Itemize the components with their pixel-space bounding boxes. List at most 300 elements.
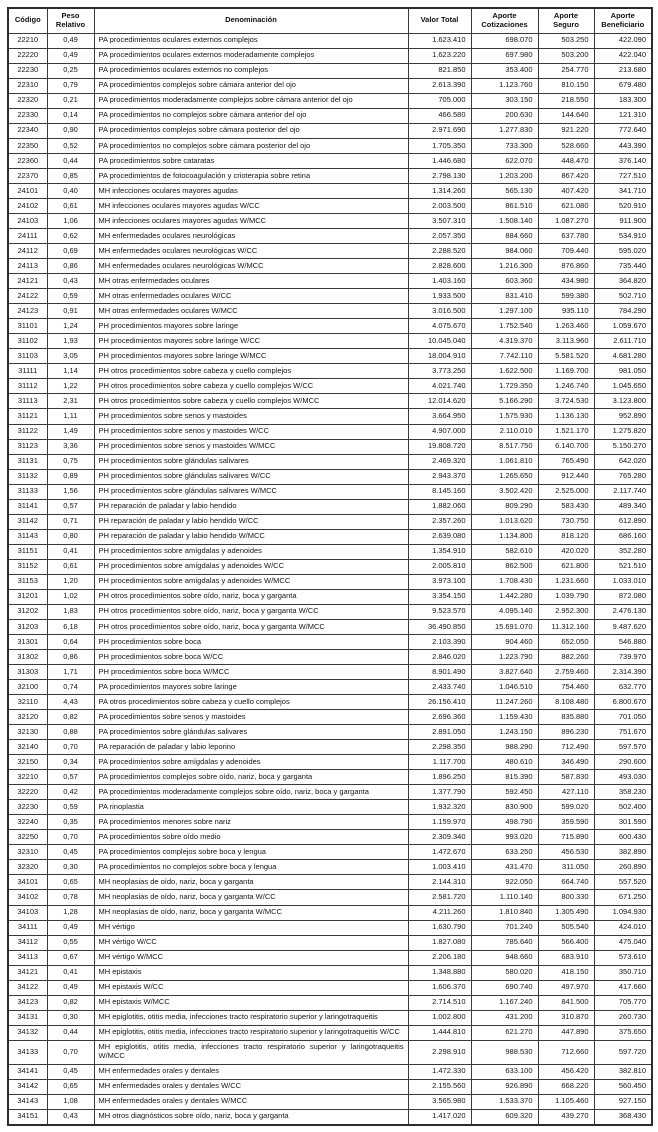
cell-aporte-seguro: 935.110: [538, 304, 594, 319]
header-row: [8, 8, 652, 33]
cell-aporte-seguro: 754.460: [538, 680, 594, 695]
cell-denominacion: PA otros procedimientos sobre cabeza y cuello complejos: [94, 695, 408, 710]
cell-denominacion: PA procedimientos sobre oído medio: [94, 830, 408, 845]
table-header: [8, 8, 652, 33]
cell-peso-relativo: 0,70: [47, 830, 94, 845]
cell-codigo: 24111: [8, 229, 47, 244]
table-row: [8, 1109, 652, 1125]
table-row: [8, 905, 652, 920]
cell-codigo: 24121: [8, 274, 47, 289]
cell-aporte-seguro: 359.590: [538, 815, 594, 830]
table-row: [8, 725, 652, 740]
cell-aporte-beneficiario: 701.050: [594, 710, 652, 725]
cell-valor-total: 2.298.350: [408, 740, 471, 755]
table-row: [8, 364, 652, 379]
cell-codigo: 34113: [8, 950, 47, 965]
cell-valor-total: 2.155.560: [408, 1079, 471, 1094]
table-row: [8, 454, 652, 469]
cell-aporte-cotizaciones: 1.203.200: [471, 168, 538, 183]
table-row: [8, 439, 652, 454]
cell-aporte-beneficiario: 642.020: [594, 454, 652, 469]
cell-peso-relativo: 0,41: [47, 965, 94, 980]
cell-aporte-seguro: 882.260: [538, 649, 594, 664]
cell-aporte-cotizaciones: 621.270: [471, 1025, 538, 1040]
cell-valor-total: 2.613.390: [408, 78, 471, 93]
cell-aporte-beneficiario: 521.510: [594, 559, 652, 574]
cell-valor-total: 705.000: [408, 93, 471, 108]
cell-valor-total: 36.490.850: [408, 619, 471, 634]
cell-peso-relativo: 0,71: [47, 514, 94, 529]
cell-peso-relativo: 0,35: [47, 815, 94, 830]
cell-aporte-seguro: 1.136.130: [538, 409, 594, 424]
table-row: [8, 153, 652, 168]
table-row: [8, 665, 652, 680]
cell-denominacion: PH reparación de paladar y labio hendido W/MCC: [94, 529, 408, 544]
cell-aporte-cotizaciones: 1.013.620: [471, 514, 538, 529]
cell-peso-relativo: 2,31: [47, 394, 94, 409]
cell-aporte-seguro: 800.330: [538, 890, 594, 905]
cell-aporte-seguro: 867.420: [538, 168, 594, 183]
cell-denominacion: PA procedimientos no complejos sobre boca y lengua: [94, 860, 408, 875]
cell-codigo: 22320: [8, 93, 47, 108]
table-row: [8, 649, 652, 664]
cell-peso-relativo: 0,88: [47, 725, 94, 740]
cell-peso-relativo: 1,20: [47, 574, 94, 589]
table-row: [8, 304, 652, 319]
table-row: [8, 244, 652, 259]
table-row: [8, 1010, 652, 1025]
cell-aporte-cotizaciones: 904.460: [471, 634, 538, 649]
cell-denominacion: MH neoplasias de oído, nariz, boca y garganta W/MCC: [94, 905, 408, 920]
table-row: [8, 890, 652, 905]
cell-aporte-cotizaciones: 1.046.510: [471, 680, 538, 695]
cell-valor-total: 1.882.060: [408, 499, 471, 514]
cell-aporte-beneficiario: 350.710: [594, 965, 652, 980]
cell-codigo: 34142: [8, 1079, 47, 1094]
table-row: [8, 409, 652, 424]
cell-aporte-seguro: 876.860: [538, 259, 594, 274]
cell-codigo: 32130: [8, 725, 47, 740]
cell-codigo: 22330: [8, 108, 47, 123]
table-row: [8, 995, 652, 1010]
table-row: [8, 589, 652, 604]
cell-codigo: 34141: [8, 1064, 47, 1079]
cell-aporte-cotizaciones: 698.070: [471, 33, 538, 48]
cell-aporte-seguro: 1.263.460: [538, 319, 594, 334]
table-row: [8, 529, 652, 544]
cell-aporte-beneficiario: 5.150.270: [594, 439, 652, 454]
cell-aporte-cotizaciones: 3.502.420: [471, 484, 538, 499]
cell-codigo: 32320: [8, 860, 47, 875]
cell-aporte-seguro: 599.020: [538, 800, 594, 815]
cell-peso-relativo: 0,82: [47, 710, 94, 725]
table-row: [8, 123, 652, 138]
cell-aporte-seguro: 1.105.460: [538, 1094, 594, 1109]
cell-codigo: 34151: [8, 1109, 47, 1125]
cell-aporte-beneficiario: 260.890: [594, 860, 652, 875]
cell-peso-relativo: 1,71: [47, 665, 94, 680]
cell-valor-total: 1.472.330: [408, 1064, 471, 1079]
cell-aporte-cotizaciones: 480.610: [471, 755, 538, 770]
cell-aporte-beneficiario: 600.430: [594, 830, 652, 845]
cell-denominacion: PH procedimientos mayores sobre laringe W/CC: [94, 334, 408, 349]
cell-codigo: 31122: [8, 424, 47, 439]
cell-codigo: 31142: [8, 514, 47, 529]
cell-aporte-cotizaciones: 1.265.650: [471, 469, 538, 484]
cell-valor-total: 2.891.050: [408, 725, 471, 740]
table-row: [8, 93, 652, 108]
cell-codigo: 31203: [8, 619, 47, 634]
cell-valor-total: 3.565.980: [408, 1094, 471, 1109]
cell-peso-relativo: 0,44: [47, 153, 94, 168]
cell-denominacion: MH epistaxis W/CC: [94, 980, 408, 995]
cell-aporte-beneficiario: 557.520: [594, 875, 652, 890]
cell-aporte-cotizaciones: 603.360: [471, 274, 538, 289]
cell-peso-relativo: 0,65: [47, 875, 94, 890]
cell-codigo: 31113: [8, 394, 47, 409]
cell-aporte-cotizaciones: 926.890: [471, 1079, 538, 1094]
cell-codigo: 32220: [8, 785, 47, 800]
cell-valor-total: 8.145.160: [408, 484, 471, 499]
cell-aporte-beneficiario: 595.020: [594, 244, 652, 259]
cell-denominacion: PH reparación de paladar y labio hendido W/CC: [94, 514, 408, 529]
cell-aporte-beneficiario: 368.430: [594, 1109, 652, 1125]
cell-peso-relativo: 0,42: [47, 785, 94, 800]
cell-peso-relativo: 1,11: [47, 409, 94, 424]
cell-aporte-seguro: 1.305.490: [538, 905, 594, 920]
cell-codigo: 31202: [8, 604, 47, 619]
table-row: [8, 875, 652, 890]
table-row: [8, 634, 652, 649]
header-aporte-cotizaciones: Aporte Cotizaciones: [471, 8, 538, 33]
cell-aporte-beneficiario: 597.720: [594, 1040, 652, 1064]
cell-aporte-beneficiario: 952.890: [594, 409, 652, 424]
cell-denominacion: PH procedimientos sobre glándulas salivares W/MCC: [94, 484, 408, 499]
cell-valor-total: 3.507.310: [408, 214, 471, 229]
cell-valor-total: 2.846.020: [408, 649, 471, 664]
table-row: [8, 785, 652, 800]
cell-aporte-seguro: 310.870: [538, 1010, 594, 1025]
cell-aporte-beneficiario: 705.770: [594, 995, 652, 1010]
cell-codigo: 32110: [8, 695, 47, 710]
cell-aporte-seguro: 810.150: [538, 78, 594, 93]
cell-aporte-seguro: 254.770: [538, 63, 594, 78]
cell-aporte-seguro: 3.724.530: [538, 394, 594, 409]
table-row: [8, 770, 652, 785]
cell-valor-total: 9.523.570: [408, 604, 471, 619]
cell-aporte-seguro: 2.525.000: [538, 484, 594, 499]
table-row: [8, 815, 652, 830]
cell-aporte-seguro: 912.440: [538, 469, 594, 484]
cell-aporte-seguro: 6.140.700: [538, 439, 594, 454]
cell-codigo: 31123: [8, 439, 47, 454]
cell-codigo: 34101: [8, 875, 47, 890]
table-row: [8, 604, 652, 619]
cell-valor-total: 3.773.250: [408, 364, 471, 379]
cell-valor-total: 3.016.500: [408, 304, 471, 319]
cell-aporte-beneficiario: 417.660: [594, 980, 652, 995]
cell-peso-relativo: 0,43: [47, 1109, 94, 1125]
cell-peso-relativo: 1,22: [47, 379, 94, 394]
cell-peso-relativo: 0,85: [47, 168, 94, 183]
cell-denominacion: PH otros procedimientos sobre oído, nariz, boca y garganta W/MCC: [94, 619, 408, 634]
cell-aporte-cotizaciones: 3.827.640: [471, 665, 538, 680]
table-row: [8, 108, 652, 123]
cell-denominacion: MH infecciones oculares mayores agudas: [94, 184, 408, 199]
cell-peso-relativo: 0,41: [47, 544, 94, 559]
table-row: [8, 740, 652, 755]
cell-valor-total: 1.827.080: [408, 935, 471, 950]
cell-aporte-beneficiario: 358.230: [594, 785, 652, 800]
cell-aporte-seguro: 427.110: [538, 785, 594, 800]
cell-codigo: 32150: [8, 755, 47, 770]
cell-aporte-beneficiario: 872.080: [594, 589, 652, 604]
cell-aporte-beneficiario: 352.280: [594, 544, 652, 559]
cell-denominacion: PA procedimientos menores sobre nariz: [94, 815, 408, 830]
table-row: [8, 259, 652, 274]
cell-valor-total: 2.798.130: [408, 168, 471, 183]
cell-peso-relativo: 0,90: [47, 123, 94, 138]
cell-denominacion: PH procedimientos sobre boca: [94, 634, 408, 649]
cell-codigo: 31141: [8, 499, 47, 514]
cell-aporte-beneficiario: 632.770: [594, 680, 652, 695]
cell-aporte-seguro: 765.490: [538, 454, 594, 469]
cell-aporte-cotizaciones: 1.243.150: [471, 725, 538, 740]
cell-aporte-beneficiario: 2.314.390: [594, 665, 652, 680]
cell-valor-total: 3.664.950: [408, 409, 471, 424]
cell-codigo: 22370: [8, 168, 47, 183]
cell-codigo: 24102: [8, 199, 47, 214]
cell-peso-relativo: 0,49: [47, 48, 94, 63]
cell-peso-relativo: 0,57: [47, 499, 94, 514]
table-row: [8, 950, 652, 965]
cell-codigo: 24101: [8, 184, 47, 199]
cell-peso-relativo: 0,44: [47, 1025, 94, 1040]
cell-denominacion: PH procedimientos sobre boca W/MCC: [94, 665, 408, 680]
cell-aporte-cotizaciones: 1.575.930: [471, 409, 538, 424]
cell-aporte-seguro: 497.970: [538, 980, 594, 995]
cell-aporte-beneficiario: 686.160: [594, 529, 652, 544]
cell-aporte-beneficiario: 735.440: [594, 259, 652, 274]
cell-codigo: 22310: [8, 78, 47, 93]
table-row: [8, 289, 652, 304]
cell-aporte-cotizaciones: 353.400: [471, 63, 538, 78]
cell-aporte-beneficiario: 301.590: [594, 815, 652, 830]
cell-aporte-seguro: 3.113.960: [538, 334, 594, 349]
cell-aporte-seguro: 2.759.460: [538, 665, 594, 680]
cell-peso-relativo: 6,18: [47, 619, 94, 634]
cell-peso-relativo: 0,43: [47, 274, 94, 289]
cell-codigo: 31301: [8, 634, 47, 649]
cell-aporte-cotizaciones: 1.061.810: [471, 454, 538, 469]
cell-aporte-cotizaciones: 988.290: [471, 740, 538, 755]
cell-aporte-beneficiario: 4.681.280: [594, 349, 652, 364]
cell-codigo: 24122: [8, 289, 47, 304]
cell-aporte-beneficiario: 424.010: [594, 920, 652, 935]
cell-denominacion: PH procedimientos sobre glándulas salivares: [94, 454, 408, 469]
cell-peso-relativo: 1,08: [47, 1094, 94, 1109]
cell-valor-total: 1.933.500: [408, 289, 471, 304]
cell-aporte-beneficiario: 422.040: [594, 48, 652, 63]
cell-codigo: 31303: [8, 665, 47, 680]
cell-denominacion: PH otros procedimientos sobre oído, nariz, boca y garganta W/CC: [94, 604, 408, 619]
cell-peso-relativo: 0,34: [47, 755, 94, 770]
cell-aporte-seguro: 448.470: [538, 153, 594, 168]
cell-aporte-seguro: 420.020: [538, 544, 594, 559]
cell-denominacion: PH reparación de paladar y labio hendido: [94, 499, 408, 514]
cell-aporte-seguro: 418.150: [538, 965, 594, 980]
cell-aporte-beneficiario: 9.487.620: [594, 619, 652, 634]
cell-valor-total: 2.144.310: [408, 875, 471, 890]
cell-codigo: 32140: [8, 740, 47, 755]
cell-peso-relativo: 0,82: [47, 995, 94, 1010]
cell-valor-total: 18.004.910: [408, 349, 471, 364]
cell-aporte-beneficiario: 560.450: [594, 1079, 652, 1094]
cell-codigo: 32230: [8, 800, 47, 815]
cell-aporte-seguro: 1.087.270: [538, 214, 594, 229]
cell-peso-relativo: 1,49: [47, 424, 94, 439]
cell-aporte-seguro: 528.660: [538, 138, 594, 153]
cell-aporte-cotizaciones: 1.810.840: [471, 905, 538, 920]
cell-codigo: 32120: [8, 710, 47, 725]
cell-valor-total: 4.021.740: [408, 379, 471, 394]
cell-aporte-seguro: 1.246.740: [538, 379, 594, 394]
cell-denominacion: MH epistaxis: [94, 965, 408, 980]
cell-valor-total: 1.417.020: [408, 1109, 471, 1125]
cell-aporte-beneficiario: 981.050: [594, 364, 652, 379]
cell-aporte-cotizaciones: 1.134.800: [471, 529, 538, 544]
cell-peso-relativo: 0,52: [47, 138, 94, 153]
cell-aporte-beneficiario: 927.150: [594, 1094, 652, 1109]
cell-codigo: 34102: [8, 890, 47, 905]
cell-codigo: 32210: [8, 770, 47, 785]
cell-denominacion: MH enfermedades orales y dentales: [94, 1064, 408, 1079]
cell-aporte-beneficiario: 573.610: [594, 950, 652, 965]
cell-denominacion: PA procedimientos sobre senos y mastoides: [94, 710, 408, 725]
cell-valor-total: 1.630.790: [408, 920, 471, 935]
cell-codigo: 32240: [8, 815, 47, 830]
cell-codigo: 31302: [8, 649, 47, 664]
cell-peso-relativo: 0,86: [47, 259, 94, 274]
cell-peso-relativo: 0,74: [47, 680, 94, 695]
cell-denominacion: MH otros diagnósticos sobre oído, nariz, boca y garganta: [94, 1109, 408, 1125]
cell-aporte-cotizaciones: 690.740: [471, 980, 538, 995]
cell-peso-relativo: 1,06: [47, 214, 94, 229]
table-row: [8, 1094, 652, 1109]
cell-denominacion: PH otros procedimientos sobre cabeza y cuello complejos W/CC: [94, 379, 408, 394]
cell-denominacion: PA procedimientos complejos sobre cámara anterior del ojo: [94, 78, 408, 93]
cell-aporte-beneficiario: 597.570: [594, 740, 652, 755]
table-row: [8, 710, 652, 725]
cell-aporte-cotizaciones: 580.020: [471, 965, 538, 980]
cell-aporte-cotizaciones: 831.410: [471, 289, 538, 304]
cell-denominacion: MH epiglotitis, otitis media, infecciones tracto respiratorio superior y laringotraqueitis: [94, 1010, 408, 1025]
cell-codigo: 34122: [8, 980, 47, 995]
cell-peso-relativo: 0,30: [47, 1010, 94, 1025]
cell-aporte-seguro: 621.080: [538, 199, 594, 214]
cell-aporte-cotizaciones: 4.319.370: [471, 334, 538, 349]
cell-valor-total: 1.354.910: [408, 544, 471, 559]
cell-valor-total: 1.446.680: [408, 153, 471, 168]
cell-aporte-cotizaciones: 7.742.110: [471, 349, 538, 364]
cell-codigo: 24123: [8, 304, 47, 319]
cell-peso-relativo: 1,93: [47, 334, 94, 349]
cell-denominacion: PA procedimientos sobre cataratas: [94, 153, 408, 168]
cell-aporte-beneficiario: 213.680: [594, 63, 652, 78]
cell-aporte-seguro: 503.250: [538, 33, 594, 48]
cell-peso-relativo: 0,40: [47, 184, 94, 199]
cell-aporte-beneficiario: 364.820: [594, 274, 652, 289]
table-row: [8, 755, 652, 770]
cell-valor-total: 1.623.410: [408, 33, 471, 48]
cell-aporte-seguro: 841.500: [538, 995, 594, 1010]
cell-codigo: 34121: [8, 965, 47, 980]
table-row: [8, 935, 652, 950]
cell-denominacion: PA rinoplastia: [94, 800, 408, 815]
cell-aporte-seguro: 709.440: [538, 244, 594, 259]
tariff-table: [7, 7, 653, 1126]
cell-aporte-seguro: 835.880: [538, 710, 594, 725]
cell-aporte-beneficiario: 2.117.740: [594, 484, 652, 499]
cell-aporte-cotizaciones: 988.530: [471, 1040, 538, 1064]
cell-denominacion: PA procedimientos oculares externos no complejos: [94, 63, 408, 78]
cell-aporte-cotizaciones: 1.277.830: [471, 123, 538, 138]
cell-aporte-seguro: 637.780: [538, 229, 594, 244]
cell-aporte-beneficiario: 772.640: [594, 123, 652, 138]
table-row: [8, 800, 652, 815]
cell-codigo: 31111: [8, 364, 47, 379]
cell-codigo: 34103: [8, 905, 47, 920]
cell-aporte-cotizaciones: 993.020: [471, 830, 538, 845]
cell-denominacion: PA procedimientos complejos sobre cámara posterior del ojo: [94, 123, 408, 138]
table-row: [8, 680, 652, 695]
cell-aporte-beneficiario: 1.045.650: [594, 379, 652, 394]
cell-peso-relativo: 0,69: [47, 244, 94, 259]
cell-denominacion: MH enfermedades orales y dentales W/CC: [94, 1079, 408, 1094]
cell-peso-relativo: 0,45: [47, 1064, 94, 1079]
cell-aporte-cotizaciones: 1.110.140: [471, 890, 538, 905]
cell-valor-total: 821.850: [408, 63, 471, 78]
cell-denominacion: PH procedimientos mayores sobre laringe W/MCC: [94, 349, 408, 364]
cell-peso-relativo: 0,49: [47, 920, 94, 935]
cell-codigo: 34133: [8, 1040, 47, 1064]
cell-valor-total: 2.581.720: [408, 890, 471, 905]
cell-aporte-seguro: 1.231.660: [538, 574, 594, 589]
cell-denominacion: MH otras enfermedades oculares W/CC: [94, 289, 408, 304]
cell-denominacion: PA procedimientos mayores sobre laringe: [94, 680, 408, 695]
cell-valor-total: 1.314.260: [408, 184, 471, 199]
cell-peso-relativo: 0,30: [47, 860, 94, 875]
table-row: [8, 63, 652, 78]
cell-aporte-cotizaciones: 1.442.280: [471, 589, 538, 604]
cell-aporte-beneficiario: 2.476.130: [594, 604, 652, 619]
cell-denominacion: PA procedimientos sobre amígdalas y adenoides: [94, 755, 408, 770]
cell-aporte-seguro: 456.530: [538, 845, 594, 860]
cell-codigo: 31102: [8, 334, 47, 349]
table-row: [8, 574, 652, 589]
cell-codigo: 24113: [8, 259, 47, 274]
header-aporte-beneficiario: Aporte Beneficiario: [594, 8, 652, 33]
cell-peso-relativo: 0,86: [47, 649, 94, 664]
table-row: [8, 514, 652, 529]
cell-codigo: 31131: [8, 454, 47, 469]
cell-valor-total: 1.705.350: [408, 138, 471, 153]
cell-peso-relativo: 0,59: [47, 800, 94, 815]
cell-denominacion: MH neoplasias de oído, nariz, boca y garganta W/CC: [94, 890, 408, 905]
cell-valor-total: 2.639.080: [408, 529, 471, 544]
cell-aporte-seguro: 503.200: [538, 48, 594, 63]
cell-aporte-cotizaciones: 1.622.500: [471, 364, 538, 379]
